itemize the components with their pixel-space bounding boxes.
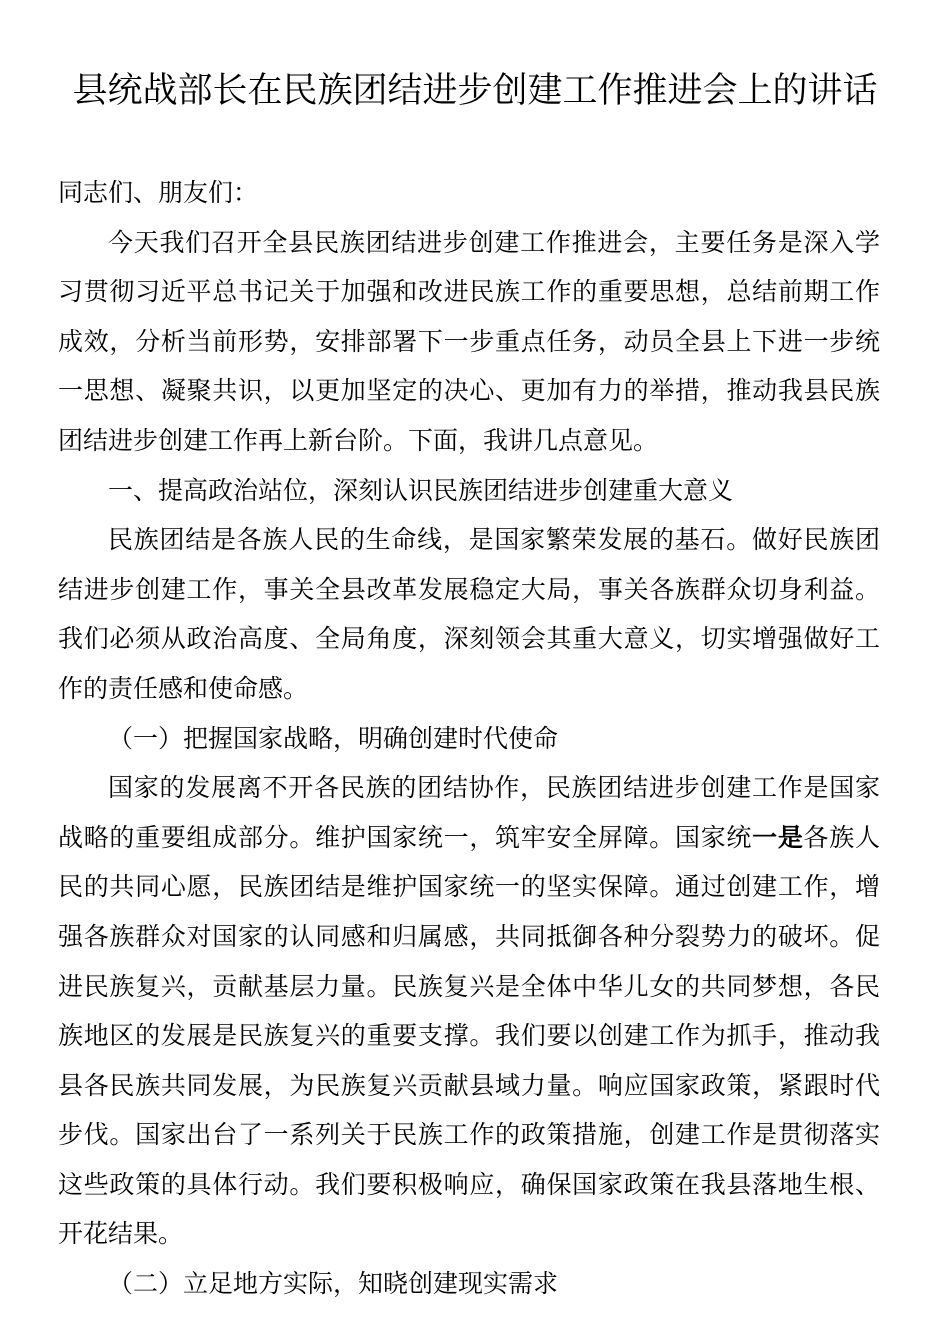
section-1-paragraph: 民族团结是各族人民的生命线，是国家繁荣发展的基石。做好民族团结进步创建工作，事关全县改革发展稳定大局，事关各族群众切身利益。我们必须从政治高度、全局角度，深刻领会其重大意义，切实增强做好工作的责任感和使命感。 xyxy=(58,525,880,703)
intro-paragraph: 今天我们召开全县民族团结进步创建工作推进会，主要任务是深入学习贯彻习近平总书记关于加强和改进民族工作的重要思想，总结前期工作成效，分析当前形势，安排部署下一步重点任务，动员全县上下进一步统一思想、凝聚共识，以更加坚定的决心、更加有力的举措，推动我县民族团结进步创建工作再上新台阶。下面，我讲几点意见。 xyxy=(58,227,880,455)
subsection-1-text-b: 各族人民的共同心愿，民族团结是维护国家统一的坚实保障。通过创建工作，增强各族群众对国家的认同感和归属感，共同抵御各种分裂势力的破坏。促进民族复兴，贡献基层力量。民族复兴是全体中华儿女的共同梦想，各民族地区的发展是民族复兴的重要支撑。我们要以创建工作为抓手，推动我县各民族共同发展，为民族复兴贡献县域力量。响应国家政策，紧跟时代步伐。国家出台了一系列关于民族工作的政策措施，创建工作是贯彻落实这些政策的具体行动。我们要积极响应，确保国家政策在我县落地生根、开花结果。 xyxy=(58,822,880,1249)
salutation: 同志们、朋友们： xyxy=(58,178,259,207)
subsection-1-paragraph xyxy=(58,763,880,1259)
document-body xyxy=(58,168,880,1309)
section-1-heading: 一、提高政治站位，深刻认识民族团结进步创建重大意义 xyxy=(108,475,734,505)
subsection-1-heading: （一）把握国家战略，明确创建时代使命 xyxy=(108,723,559,753)
subsection-1-text-a: 国家的发展离不开各民族的团结协作，民族团结进步创建工作是国家战略的重要组成部分。维护国家统一，筑牢安全屏障。国家统 xyxy=(58,773,880,852)
document-title: 县统战部长在民族团结进步创建工作推进会上的讲话 xyxy=(72,71,878,111)
subsection-2-heading: （二）立足地方实际，知晓创建现实需求 xyxy=(108,1269,559,1299)
subsection-1-bold-text: 一是 xyxy=(752,822,804,852)
